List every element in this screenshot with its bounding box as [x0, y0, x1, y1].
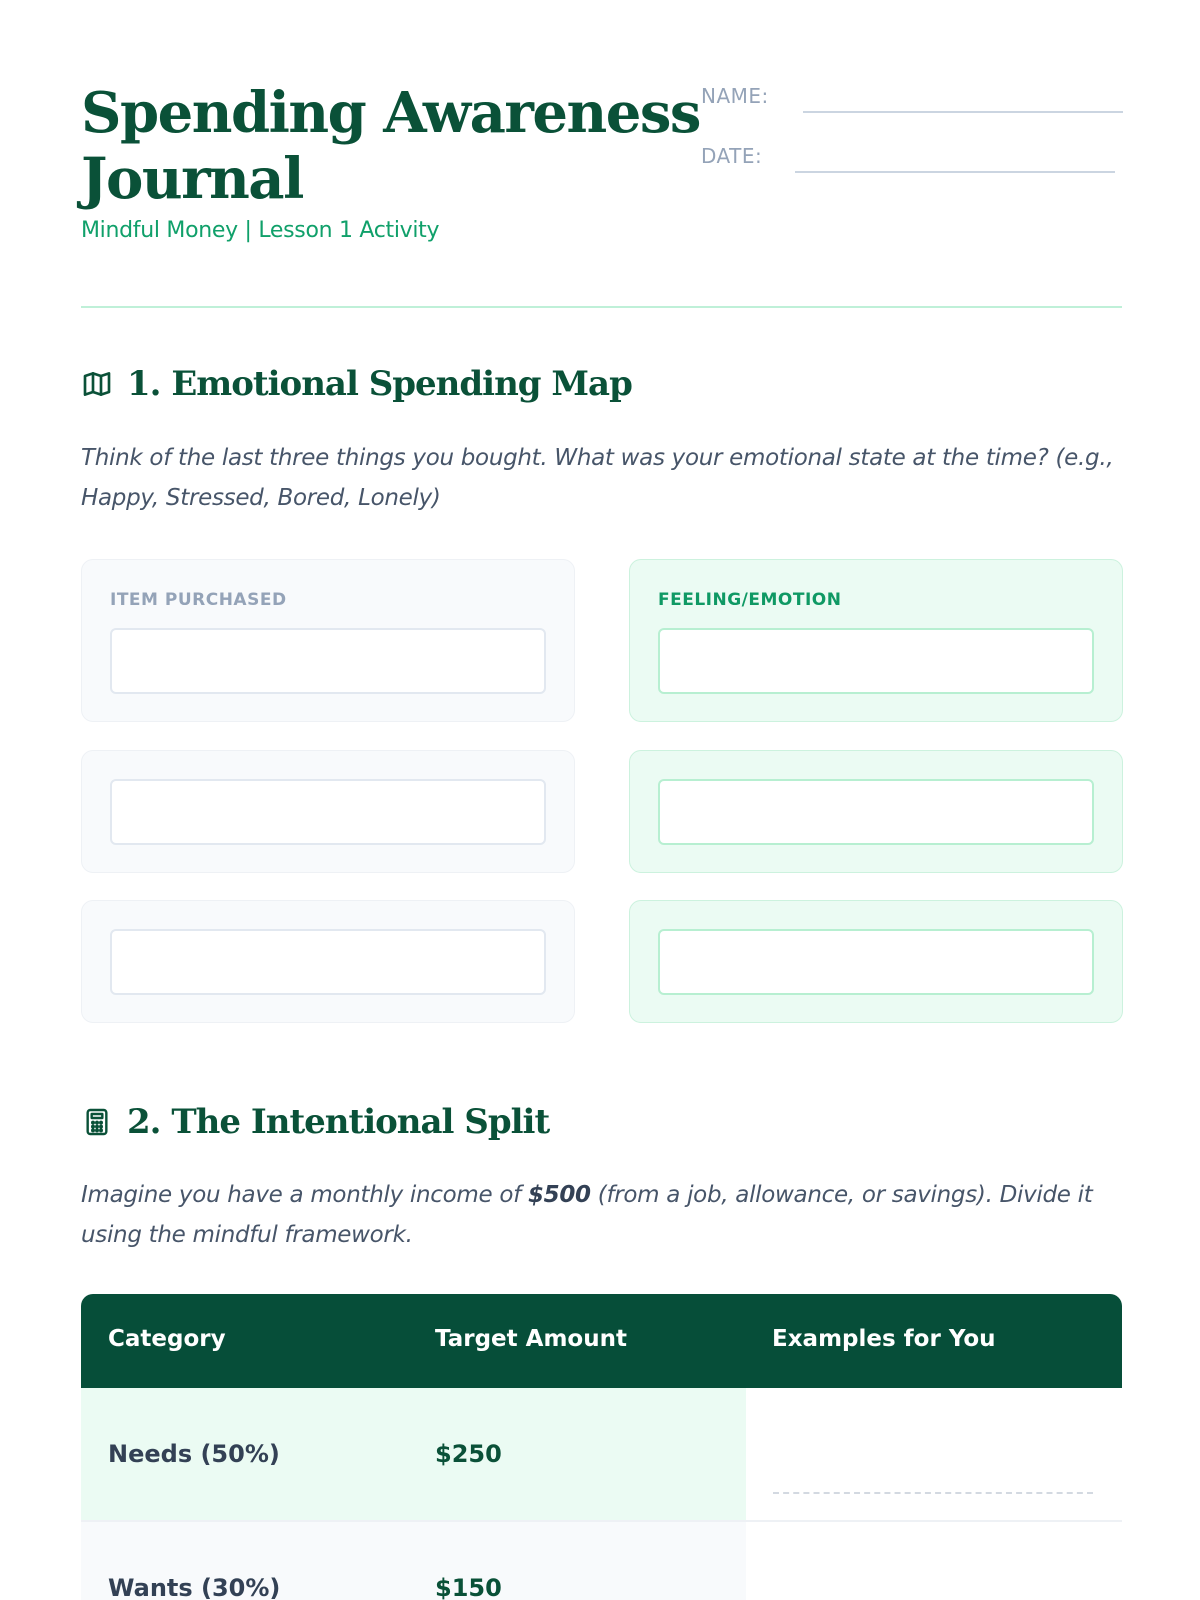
row-amount: $250: [435, 1440, 502, 1468]
item-input-3[interactable]: [110, 929, 546, 995]
item-purchased-label: ITEM PURCHASED: [110, 590, 287, 610]
page-subtitle: Mindful Money | Lesson 1 Activity: [81, 218, 440, 243]
feeling-label: FEELING/EMOTION: [658, 590, 842, 610]
split-table: [81, 1294, 1122, 1600]
item-input-2[interactable]: [110, 779, 546, 845]
row-category: Needs (50%): [108, 1440, 280, 1468]
table-header: [81, 1294, 1122, 1388]
section-2-description: [81, 1175, 1131, 1255]
map-icon: [81, 368, 113, 400]
calculator-icon: [81, 1106, 113, 1138]
description-text-after: (from a job, allowance, or savings). Divide it using the mindful framework.: [81, 1182, 1093, 1248]
header-examples: Examples for You: [772, 1326, 996, 1352]
page-title: Spending Awareness Journal: [81, 80, 700, 212]
name-field[interactable]: [803, 111, 1123, 113]
section-1-title: 1. Emotional Spending Map: [127, 364, 632, 404]
feeling-input-2[interactable]: [658, 779, 1094, 845]
section-2-title: 2. The Intentional Split: [127, 1102, 550, 1142]
table-row: [81, 1388, 1122, 1522]
item-card-3: [81, 900, 575, 1023]
feeling-card-2: [629, 750, 1123, 873]
section-1-heading: [81, 364, 632, 404]
name-label: NAME:: [701, 84, 769, 108]
row-amount: $150: [435, 1574, 502, 1600]
item-card-1: [81, 559, 575, 722]
feeling-card-3: [629, 900, 1123, 1023]
header-target-amount: Target Amount: [435, 1326, 627, 1352]
table-row: [81, 1522, 1122, 1600]
description-text-before: Imagine you have a monthly income of: [81, 1182, 528, 1208]
header-category: Category: [108, 1326, 226, 1352]
examples-field[interactable]: [773, 1492, 1093, 1494]
income-amount: $500: [527, 1182, 591, 1208]
feeling-input-3[interactable]: [658, 929, 1094, 995]
section-1-description: Think of the last three things you bought. What was your emotional state at the time? (e.g., Happy, Stressed, Bored, Lonely): [81, 445, 1114, 511]
section-2-heading: [81, 1102, 549, 1142]
feeling-input-1[interactable]: [658, 628, 1094, 694]
row-category: Wants (30%): [108, 1574, 281, 1600]
date-field[interactable]: [795, 171, 1115, 173]
header-divider: [81, 306, 1122, 308]
feeling-card-1: [629, 559, 1123, 722]
item-input-1[interactable]: [110, 628, 546, 694]
date-label: DATE:: [701, 144, 763, 168]
item-card-2: [81, 750, 575, 873]
